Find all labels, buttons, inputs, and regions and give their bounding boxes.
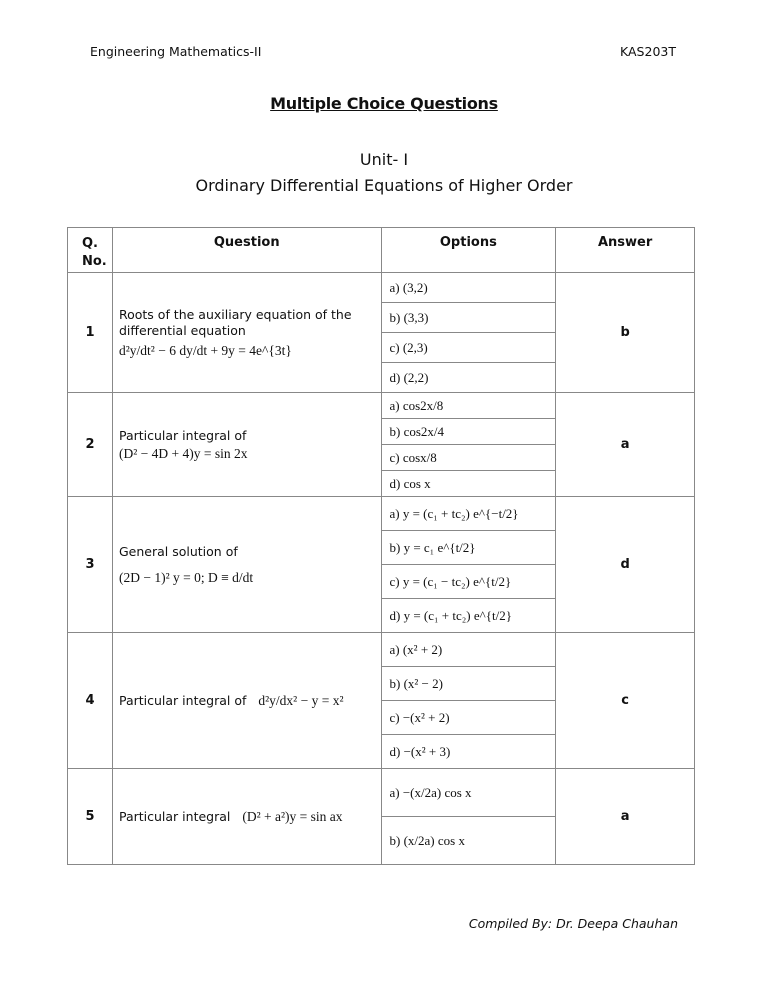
question-number: 5 — [68, 769, 113, 865]
option-b: b) (3,3) — [381, 303, 556, 333]
question-number: 4 — [68, 633, 113, 769]
option-c: c) y = (c₁ − tc₂) e^{t/2} — [381, 565, 556, 599]
footer-credit: Compiled By: Dr. Deepa Chauhan — [468, 916, 678, 931]
question-text — [112, 273, 381, 393]
question-number: 1 — [68, 273, 113, 393]
option-c: c) (2,3) — [381, 333, 556, 363]
question-text — [112, 393, 381, 497]
question-text — [112, 497, 381, 633]
option-d: d) cos x — [381, 471, 556, 497]
table-row — [68, 273, 695, 303]
mcq-table — [67, 227, 695, 865]
option-d: d) −(x² + 3) — [381, 735, 556, 769]
question-equation: (D² + a²)y = sin ax — [242, 808, 343, 824]
option-b: b) y = c₁ e^{t/2} — [381, 531, 556, 565]
question-equation: d²y/dx² − y = x² — [258, 692, 344, 708]
table-header-row — [68, 228, 695, 273]
question-number: 3 — [68, 497, 113, 633]
answer: d — [556, 497, 695, 633]
option-b: b) cos2x/4 — [381, 419, 556, 445]
option-d: d) y = (c₁ + tc₂) e^{t/2} — [381, 599, 556, 633]
table-row — [68, 497, 695, 531]
answer: a — [556, 393, 695, 497]
question-equation: d²y/dt² − 6 dy/dt + 9y = 4e^{3t} — [118, 342, 292, 358]
option-c: c) cosx/8 — [381, 445, 556, 471]
header-course-code: KAS203T — [620, 44, 676, 59]
option-a: a) −(x/2a) cos x — [381, 769, 556, 817]
table-row — [68, 633, 695, 667]
question-equation: (2D − 1)² y = 0; D ≡ d/dt — [118, 569, 254, 585]
unit-label: Unit- I — [359, 150, 409, 169]
question-prompt: Roots of the auxiliary equation of the differential equation — [118, 306, 352, 338]
answer: b — [556, 273, 695, 393]
option-c: c) −(x² + 2) — [381, 701, 556, 735]
col-header-qno: Q. No. — [68, 228, 113, 273]
answer: a — [556, 769, 695, 865]
question-text — [112, 633, 381, 769]
question-number: 2 — [68, 393, 113, 497]
option-a: a) (x² + 2) — [381, 633, 556, 667]
option-d: d) (2,2) — [381, 363, 556, 393]
question-equation: (D² − 4D + 4)y = sin 2x — [118, 445, 248, 461]
option-a: a) y = (c₁ + tc₂) e^{−t/2} — [381, 497, 556, 531]
question-text — [112, 769, 381, 865]
question-prompt: Particular integral — [118, 808, 231, 824]
table-row — [68, 769, 695, 817]
col-header-options: Options — [381, 228, 556, 273]
col-header-question: Question — [112, 228, 381, 273]
option-a: a) cos2x/8 — [381, 393, 556, 419]
question-prompt: Particular integral of — [118, 427, 247, 443]
answer: c — [556, 633, 695, 769]
option-b: b) (x/2a) cos x — [381, 817, 556, 865]
question-prompt: Particular integral of — [118, 692, 247, 708]
option-a: a) (3,2) — [381, 273, 556, 303]
option-b: b) (x² − 2) — [381, 667, 556, 701]
page-subtitle: Ordinary Differential Equations of Higher Order — [195, 176, 573, 195]
header-course-title: Engineering Mathematics-II — [90, 44, 262, 59]
question-prompt: General solution of — [118, 543, 238, 559]
table-row — [68, 393, 695, 419]
page-title: Multiple Choice Questions — [270, 94, 498, 113]
col-header-answer: Answer — [556, 228, 695, 273]
